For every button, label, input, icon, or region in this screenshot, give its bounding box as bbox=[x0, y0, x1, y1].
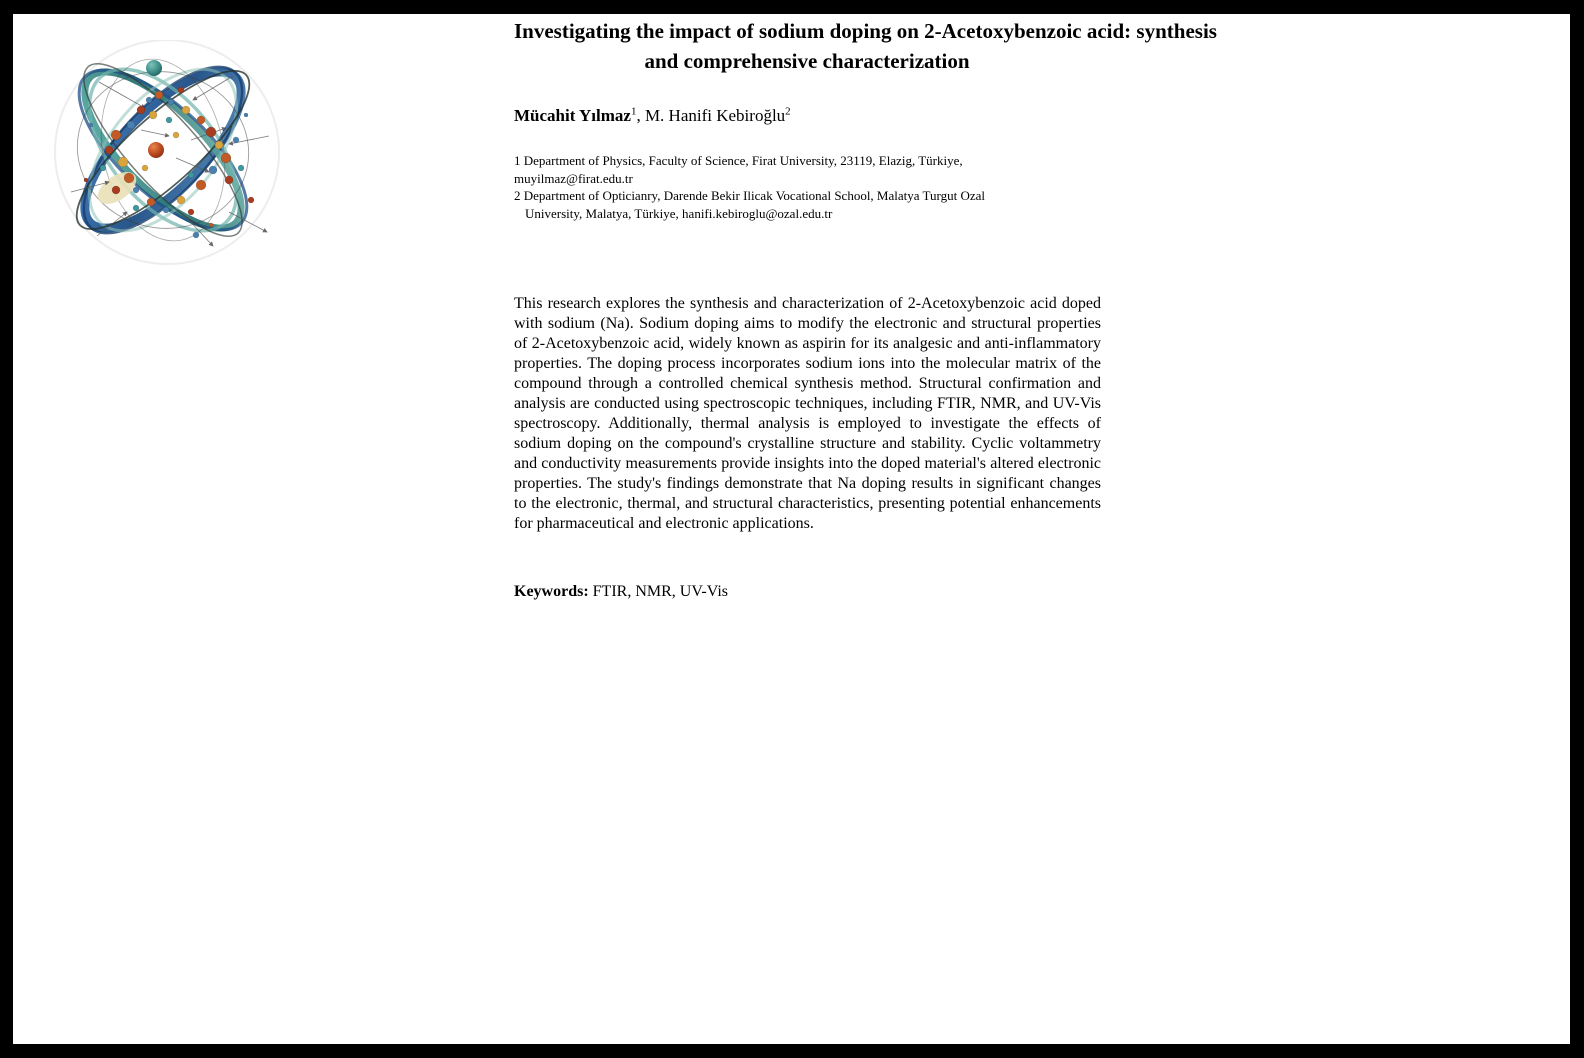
paper-title-line2: and comprehensive characterization bbox=[644, 49, 970, 73]
author-1-affiliation-marker: 1 bbox=[630, 105, 637, 118]
author-2-name: M. Hanifi Kebiroğlu bbox=[644, 106, 786, 125]
affiliation-2-line1: 2 Department of Opticianry, Darende Bekir Ilicak Vocational School, Malatya Turgut Ozal bbox=[514, 188, 986, 203]
affiliations-block bbox=[514, 152, 1100, 222]
author-2-affiliation-marker: 2 bbox=[785, 105, 791, 118]
authors-separator: , bbox=[636, 106, 645, 125]
affiliation-1 bbox=[514, 152, 1100, 187]
author-1-name: Mücahit Yılmaz bbox=[514, 106, 631, 125]
paper-title-line1: Investigating the impact of sodium doping on 2-Acetoxybenzoic acid: synthesis bbox=[514, 19, 1217, 43]
paper-title bbox=[514, 16, 1217, 76]
keywords-line bbox=[514, 582, 728, 602]
affiliation-2 bbox=[514, 187, 1100, 222]
nucleus-sphere bbox=[148, 142, 164, 158]
abstract-text: This research explores the synthesis and characterization of 2-Acetoxybenzoic acid doped with sodium (Na). Sodium doping aims to modify the electronic and structural properties of 2-Acetoxybenzoic acid, widely known as aspirin for its analgesic and anti-inflammatory properties. The doping process incorporates sodium ions into the molecular matrix of the compound through a controlled chemical synthesis method. Structural confirmation and analysis are conducted using spectroscopic techniques, including FTIR, NMR, and UV-Vis spectroscopy. Additionally, thermal analysis is employed to investigate the effects of sodium doping on the compound's crystalline structure and stability. Cyclic voltammetry and conductivity measurements provide insights into the doped material's altered electronic properties. The study's findings demonstrate that Na doping results in significant changes to the electronic, thermal, and structural characteristics, presenting potential enhancements for pharmaceutical and electronic applications. bbox=[514, 295, 1101, 532]
affiliation-1-line1: 1 Department of Physics, Faculty of Science, Firat University, 23119, Elazig, Türkiye, bbox=[514, 153, 963, 168]
affiliation-2-line2: University, Malatya, Türkiye, hanifi.kebiroglu@ozal.edu.tr bbox=[525, 205, 833, 221]
top-electron-sphere bbox=[146, 60, 162, 76]
authors-line bbox=[514, 104, 791, 128]
keywords-label: Keywords: bbox=[514, 583, 589, 600]
affiliation-1-email: muyilmaz@firat.edu.tr bbox=[514, 170, 633, 186]
keywords-text: FTIR, NMR, UV-Vis bbox=[588, 583, 729, 600]
atom-logo-icon bbox=[41, 40, 293, 274]
document-page bbox=[13, 14, 1570, 1044]
